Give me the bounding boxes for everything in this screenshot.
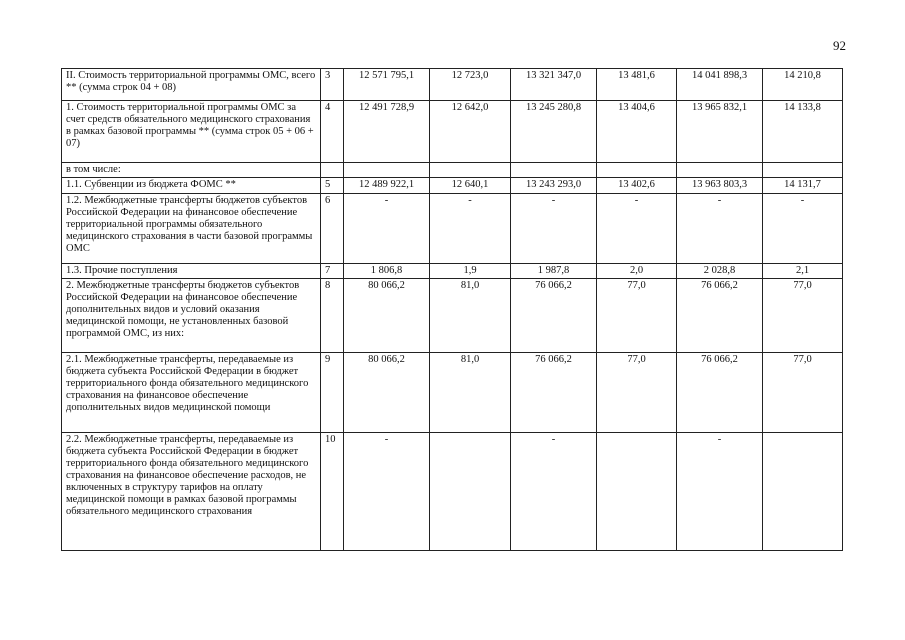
row-number: 10	[321, 433, 344, 551]
value-cell: 13 404,6	[597, 101, 677, 163]
row-label: 1.3. Прочие поступления	[62, 264, 321, 279]
row-number: 5	[321, 178, 344, 194]
value-cell: 80 066,2	[344, 279, 430, 353]
value-cell: 77,0	[597, 353, 677, 433]
row-number: 9	[321, 353, 344, 433]
row-number: 6	[321, 194, 344, 264]
value-cell	[344, 163, 430, 178]
value-cell: 77,0	[763, 279, 843, 353]
row-label: 1.1. Субвенции из бюджета ФОМС **	[62, 178, 321, 194]
value-cell: 80 066,2	[344, 353, 430, 433]
row-label: 1. Стоимость территориальной программы ОМС за счет средств обязательного медицинского страхования в рамках базовой программы ** (сумма строк 05 + 06 + 07)	[62, 101, 321, 163]
value-cell: 1,9	[430, 264, 511, 279]
value-cell	[597, 433, 677, 551]
value-cell: 76 066,2	[511, 279, 597, 353]
value-cell	[677, 163, 763, 178]
value-cell: 14 041 898,3	[677, 69, 763, 101]
value-cell: 14 210,8	[763, 69, 843, 101]
financing-table	[61, 68, 843, 551]
row-label: 1.2. Межбюджетные трансферты бюджетов субъектов Российской Федерации на финансовое обеспечение территориальной программы обязательного медицинского страхования в части базовой программы ОМС	[62, 194, 321, 264]
table-body	[62, 69, 843, 551]
table-row	[62, 69, 843, 101]
value-cell: 77,0	[763, 353, 843, 433]
value-cell: 77,0	[597, 279, 677, 353]
row-label: 2.1. Межбюджетные трансферты, передаваемые из бюджета субъекта Российской Федерации в бюджет территориального фонда обязательного медицинского страхования на финансовое обеспечение дополнительных видов медицинской помощи	[62, 353, 321, 433]
value-cell: 13 321 347,0	[511, 69, 597, 101]
value-cell: 12 642,0	[430, 101, 511, 163]
value-cell	[763, 433, 843, 551]
value-cell	[430, 163, 511, 178]
value-cell: 1 987,8	[511, 264, 597, 279]
value-cell: 13 402,6	[597, 178, 677, 194]
value-cell: -	[344, 433, 430, 551]
value-cell: 12 571 795,1	[344, 69, 430, 101]
table-row	[62, 353, 843, 433]
value-cell: 13 245 280,8	[511, 101, 597, 163]
row-number: 8	[321, 279, 344, 353]
value-cell: 13 963 803,3	[677, 178, 763, 194]
value-cell: 14 131,7	[763, 178, 843, 194]
row-label: 2.2. Межбюджетные трансферты, передаваемые из бюджета субъекта Российской Федерации в бюджет территориального фонда обязательного медицинского страхования на финансовое обеспечение расходов, не включенных в структуру тарифов на оплату медицинской помощи в рамках базовой программы обязательного медицинского страхования	[62, 433, 321, 551]
value-cell: 2,1	[763, 264, 843, 279]
value-cell	[597, 163, 677, 178]
value-cell: -	[511, 194, 597, 264]
value-cell: 2 028,8	[677, 264, 763, 279]
row-label: 2. Межбюджетные трансферты бюджетов субъектов Российской Федерации на финансовое обеспечение дополнительных видов и условий оказания медицинской помощи, не установленных базовой программой ОМС, из них:	[62, 279, 321, 353]
row-number	[321, 163, 344, 178]
value-cell: -	[344, 194, 430, 264]
value-cell: 12 640,1	[430, 178, 511, 194]
value-cell: 1 806,8	[344, 264, 430, 279]
value-cell	[430, 433, 511, 551]
table-row	[62, 433, 843, 551]
value-cell: 81,0	[430, 279, 511, 353]
value-cell: -	[511, 433, 597, 551]
row-number: 3	[321, 69, 344, 101]
value-cell: 13 965 832,1	[677, 101, 763, 163]
value-cell: 76 066,2	[677, 279, 763, 353]
table-row	[62, 163, 843, 178]
value-cell: 13 481,6	[597, 69, 677, 101]
value-cell: 12 723,0	[430, 69, 511, 101]
value-cell: 2,0	[597, 264, 677, 279]
value-cell: 12 491 728,9	[344, 101, 430, 163]
table-row	[62, 279, 843, 353]
table-row	[62, 194, 843, 264]
value-cell: -	[430, 194, 511, 264]
row-number: 4	[321, 101, 344, 163]
value-cell: 13 243 293,0	[511, 178, 597, 194]
value-cell: 81,0	[430, 353, 511, 433]
row-label: в том числе:	[62, 163, 321, 178]
value-cell: 12 489 922,1	[344, 178, 430, 194]
value-cell	[763, 163, 843, 178]
value-cell: -	[597, 194, 677, 264]
value-cell	[511, 163, 597, 178]
value-cell: -	[763, 194, 843, 264]
value-cell: -	[677, 194, 763, 264]
row-number: 7	[321, 264, 344, 279]
table-row	[62, 264, 843, 279]
value-cell: 76 066,2	[677, 353, 763, 433]
table-row	[62, 178, 843, 194]
value-cell: -	[677, 433, 763, 551]
table-row	[62, 101, 843, 163]
value-cell: 76 066,2	[511, 353, 597, 433]
row-label: II. Стоимость территориальной программы ОМС, всего ** (сумма строк 04 + 08)	[62, 69, 321, 101]
page-number: 92	[833, 38, 846, 53]
value-cell: 14 133,8	[763, 101, 843, 163]
